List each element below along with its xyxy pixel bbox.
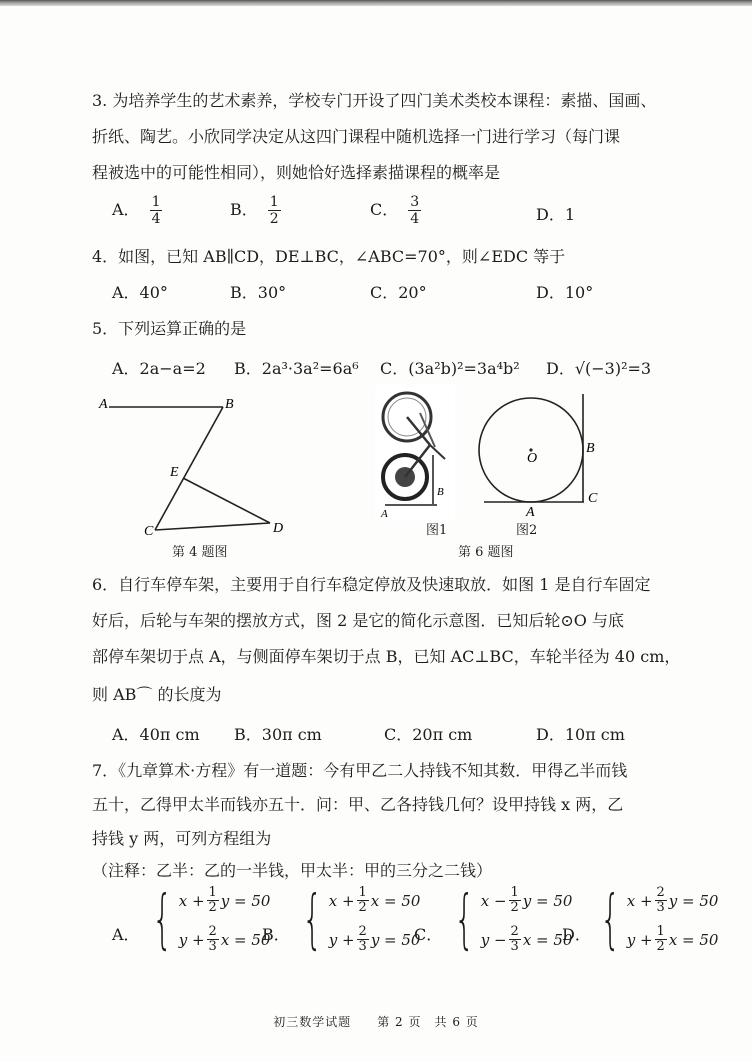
q6-option-b: B．30π cm [234, 725, 322, 744]
equation: y + $\frac{2}{3}$ y = 50 [328, 924, 421, 954]
svg-text:B: B [437, 486, 444, 498]
q6-line-4: 则 AB⌒ 的长度为 [92, 685, 222, 704]
figure-q4-caption: 第 4 题图 [172, 545, 228, 560]
q3-line-3: 程被选中的可能性相同），则她恰好选择素描课程的概率是 [92, 163, 501, 182]
q7-line-3: 持钱 y 两，可列方程组为 [92, 829, 272, 848]
segment-bc [155, 407, 223, 530]
q7-system-a [142, 883, 271, 957]
q6-option-a: A．40π cm [112, 725, 200, 744]
label-b: B [225, 397, 234, 412]
q6-line-2: 好后，后轮与车架的摆放方式，图 2 是它的简化示意图．已知后轮⊙O 与底 [92, 611, 624, 630]
q7-system-d [590, 883, 719, 957]
option-label: B． [230, 200, 258, 219]
equation: x + $\frac{1}{2}$ y = 50 [178, 885, 271, 915]
brace-icon: { [302, 883, 323, 957]
label-d: D [273, 521, 284, 536]
fraction: $\frac{1}{2}$ [269, 194, 279, 227]
q3-line-1: 3. 为培养学生的艺术素养，学校专门开设了四门美术类校本课程：素描、国画、 [92, 91, 657, 110]
q5-option-c: C．(3a²b)²=3a⁴b² [380, 359, 520, 378]
q6-line-3: 部停车架切于点 A，与侧面停车架切于点 B，已知 AC⊥BC，车轮半径为 40 cm， [92, 647, 681, 666]
q4-option-b: B．30° [230, 283, 287, 302]
equation: x − $\frac{1}{2}$ y = 50 [480, 885, 573, 915]
q7-line-1: 7．《九章算术·方程》有一道题：今有甲乙二人持钱不知其数．甲得乙半而钱 [92, 761, 628, 780]
q7-system-c [444, 883, 573, 957]
brace-icon: { [152, 883, 173, 957]
label-e: E [170, 465, 179, 480]
q3-line-2: 折纸、陶艺。小欣同学决定从这四门课程中随机选择一门进行学习（每门课 [92, 127, 621, 146]
q4-option-a: A．40° [112, 283, 168, 302]
brace-icon: { [600, 883, 621, 957]
q7-option-b-label: B． [262, 925, 290, 944]
figure-bicycle-photo [375, 385, 455, 520]
q6-option-d: D．10π cm [536, 725, 625, 744]
q4-line: 4．如图，已知 AB∥CD，DE⊥BC，∠ABC=70°，则∠EDC 等于 [92, 247, 566, 266]
figure-circle-diagram [476, 390, 606, 525]
q5-option-a: A．2a−a=2 [112, 359, 206, 378]
option-label: C． [370, 200, 399, 219]
label-a: A [526, 505, 535, 520]
fraction: $\frac{1}{4}$ [151, 194, 161, 227]
q7-line-2: 五十，乙得甲太半而钱亦五十．问：甲、乙各持钱几何？设甲持钱 x 两，乙 [92, 795, 624, 814]
q7-note: （注释：乙半：乙的一半钱，甲太半：甲的三分之二钱） [92, 861, 493, 880]
q3-option-b [230, 194, 281, 227]
q6-line-1: 6．自行车停车架，主要用于自行车稳定停放及快速取放．如图 1 是自行车固定 [92, 575, 651, 594]
label-c: C [144, 524, 154, 539]
label-c: C [588, 491, 598, 506]
svg-text:A: A [381, 508, 388, 520]
figure-1-label: 图1 [426, 523, 448, 538]
q7-option-a-label: A． [112, 925, 140, 944]
brace-icon: { [454, 883, 475, 957]
equation: y + $\frac{2}{3}$ x = 50 [178, 924, 271, 954]
q4-option-d: D．10° [536, 283, 594, 302]
equation: y − $\frac{2}{3}$ x = 50 [480, 924, 573, 954]
label-b: B [586, 441, 595, 456]
q7-option-d-label: D． [562, 925, 591, 944]
q4-option-c: C．20° [370, 283, 427, 302]
option-label: A． [112, 200, 140, 219]
q6-option-c: C．20π cm [384, 725, 473, 744]
equation: x + $\frac{1}{2}$ x = 50 [328, 885, 421, 915]
q5-line: 5．下列运算正确的是 [92, 319, 247, 338]
figure-q6-caption: 第 6 题图 [458, 545, 514, 560]
segment-ed [183, 478, 270, 523]
figure-q4 [95, 390, 325, 540]
q7-option-c-label: C． [414, 925, 443, 944]
q3-option-d: D．1 [536, 205, 576, 224]
page-footer: 初三数学试题 第 2 页 共 6 页 [273, 1015, 479, 1029]
equation: x + $\frac{2}{3}$ y = 50 [626, 885, 719, 915]
q3-option-c [370, 194, 421, 227]
fraction: $\frac{3}{4}$ [410, 194, 420, 227]
q3-option-a [112, 194, 162, 227]
label-o: O [527, 451, 538, 466]
scan-edge [0, 0, 752, 6]
q5-option-b: B．2a³·3a²=6a⁶ [234, 359, 359, 378]
label-a: A [99, 397, 108, 412]
segment-cd [155, 523, 270, 530]
q7-system-b [292, 883, 421, 957]
equation: y + $\frac{1}{2}$ x = 50 [626, 924, 719, 954]
q5-option-d: D．√(−3)²=3 [546, 359, 652, 378]
figure-2-label: 图2 [516, 523, 538, 538]
